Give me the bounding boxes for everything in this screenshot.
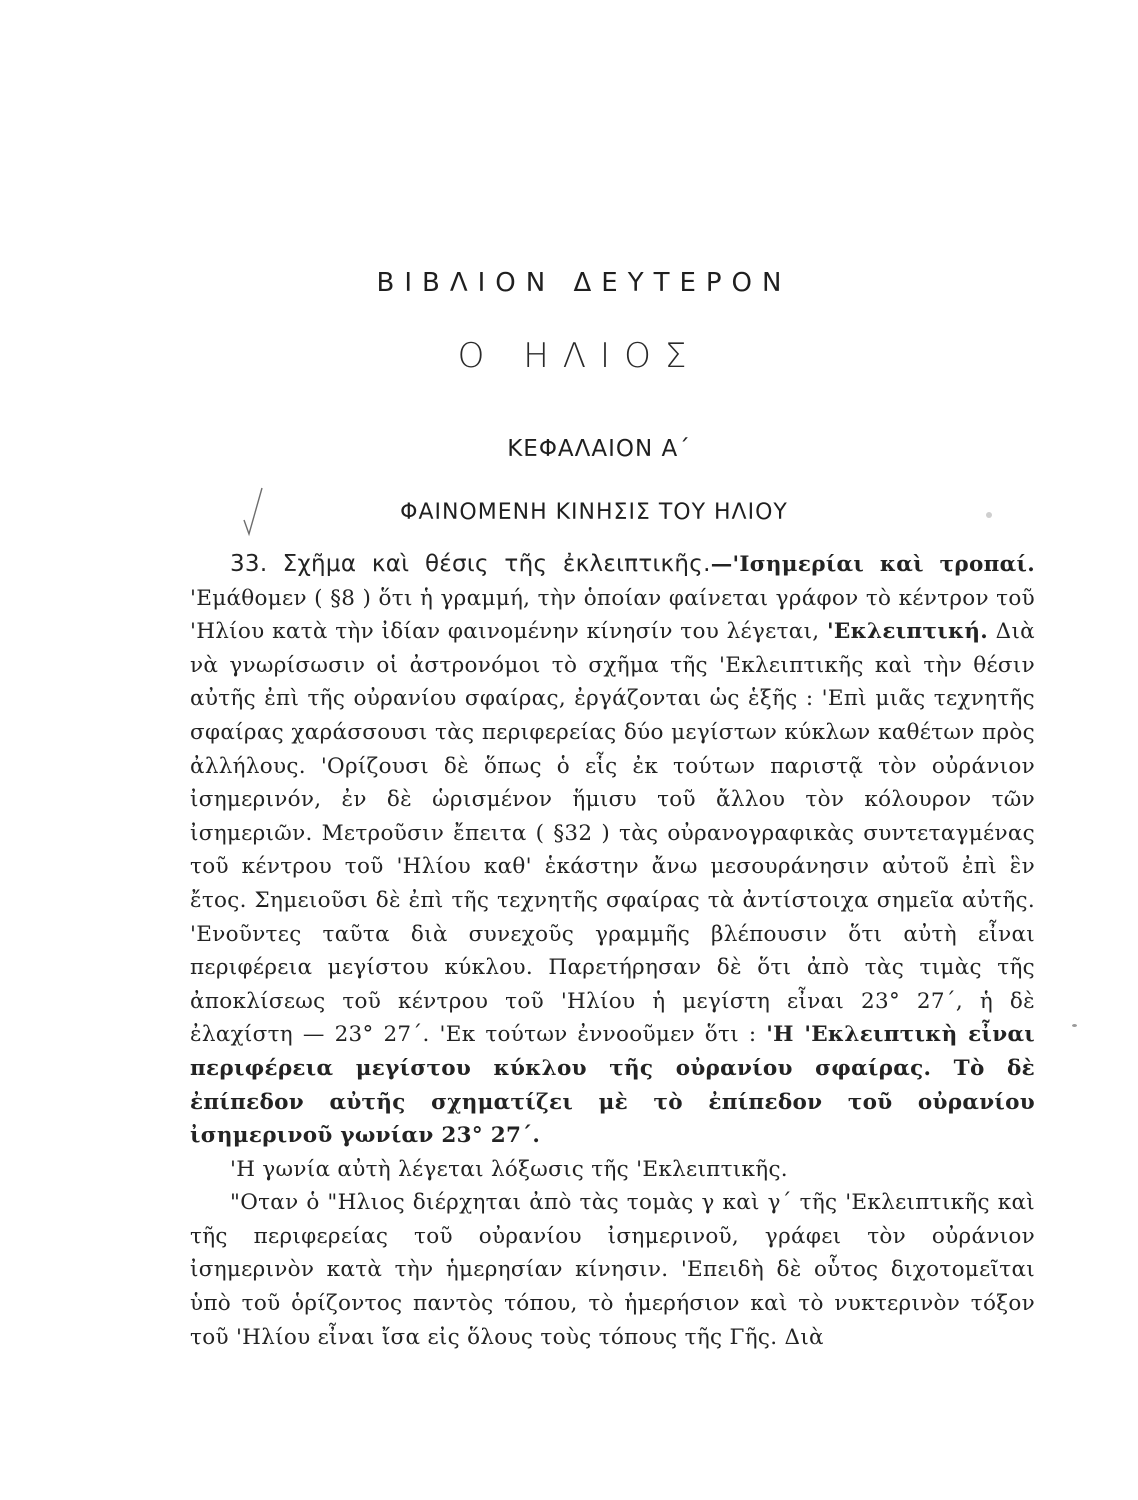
main-text [190,548,1035,1354]
paragraph-text-a: 'Εμάθομεν ( §8 ) ὅτι ἡ γραμμή, τὴν ὁποίαν φαίνεται γράφον τὸ κέντρον τοῦ 'Ηλίου κατὰ τὴν ἰδίαν φαινομένην κίνησίν του λέγεται, [190,585,1035,645]
term-ecliptic: 'Εκλειπτική. [827,619,989,645]
section-heading: Σχῆμα καὶ θέσις τῆς ἐκλειπτικῆς. [282,551,711,577]
book-title: ΒΙΒΛΙΟΝ ΔΕΥΤΕΡΟΝ [376,268,792,298]
paragraph-text-b: Διὰ νὰ γνωρίσωσιν οἱ ἀστρονόμοι τὸ σχῆμα τῆς 'Εκλειπτικῆς καὶ τὴν θέσιν αὐτῆς ἐπὶ τῆς οὐρανίου σφαίρας, ἐργάζονται ὡς ἑξῆς : 'Επὶ μιᾶς τεχνητῆς σφαίρας χαράσσουσι τὰς περιφερείας δύο μεγίστων κύκλων καθέτων πρὸς ἀλλήλους. 'Ορίζουσι δὲ ὅπως ὁ εἷς ἐκ τούτων παριστᾷ τὸν οὐράνιον ἰσημερινόν, ἐν δὲ ὡρισμένον ἥμισυ τοῦ ἄλλου τὸν κόλουρον τῶν ἰσημεριῶν. Μετροῦσιν ἔπειτα ( §32 ) τὰς οὐρανογραφικὰς συντεταγμένας τοῦ κέντρου τοῦ 'Ηλίου καθ' ἑκάστην ἄνω μεσουράνησιν αὐτοῦ ἐπὶ ἓν ἔτος. Σημειοῦσι δὲ ἐπὶ τῆς τεχνητῆς σφαίρας τὰ ἀντίστοιχα σημεῖα αὐτῆς. 'Ενοῦντες ταῦτα διὰ συνεχοῦς γραμμῆς βλέπουσιν ὅτι αὐτὴ εἶναι περιφέρεια μεγίστου κύκλου. Παρετήρησαν δὲ ὅτι ἀπὸ τὰς τιμὰς τῆς ἀποκλίσεως τοῦ κέντρου τοῦ 'Ηλίου ἡ μεγίστη εἶναι 23° 27΄, ἡ δὲ ἐλαχίστη — 23° 27΄. 'Εκ τούτων ἐννοοῦμεν ὅτι : [190,619,1035,1048]
section-title: ΦΑΙΝΟΜΕΝΗ ΚΙΝΗΣΙΣ ΤΟΥ ΗΛΙΟΥ [400,500,788,525]
part-title: Ο ΗΛΙΟΣ [457,336,701,376]
paragraph-conclusion: 'Η 'Εκλειπτικὴ εἶναι περιφέρεια μεγίστου κύκλου τῆς οὐρανίου σφαίρας. Τὸ δὲ ἐπίπεδον αὐτῆς σχηματίζει μὲ τὸ ἐπίπεδον τοῦ οὐρανίου ἰσημερινοῦ γωνίαν 23° 27΄. [190,1022,1035,1149]
scan-speck [1072,1024,1077,1027]
scan-speck [986,512,992,518]
section-number: 33. [230,551,268,577]
paragraph-equinox: "Οταν ὁ "Ηλιος διέρχηται ἀπὸ τὰς τομὰς γ καὶ γ΄ τῆς 'Εκλειπτικῆς καὶ τῆς περιφερείας τοῦ οὐρανίου ἰσημερινοῦ, γράφει τὸν οὐράνιον ἰσημερινὸν κατὰ τὴν ἡμερησίαν κίνησιν. 'Επειδὴ δὲ οὗτος διχοτομεῖται ὑπὸ τοῦ ὁρίζοντος παντὸς τόπου, τὸ ἡμερήσιον καὶ τὸ νυκτερινὸν τόξον τοῦ 'Ηλίου εἶναι ἴσα εἰς ὅλους τοὺς τόπους τῆς Γῆς. Διὰ [190,1190,1035,1350]
paragraph-obliquity: 'Η γωνία αὐτὴ λέγεται λόξωσις τῆς 'Εκλειπτικῆς. [230,1156,788,1182]
paragraph-33 [190,548,1035,1153]
chapter-title: ΚΕΦΑΛΑΙΟΝ Α΄ [507,436,691,462]
section-subheading: —'Ισημερίαι καὶ τροπαί. [710,552,1035,577]
